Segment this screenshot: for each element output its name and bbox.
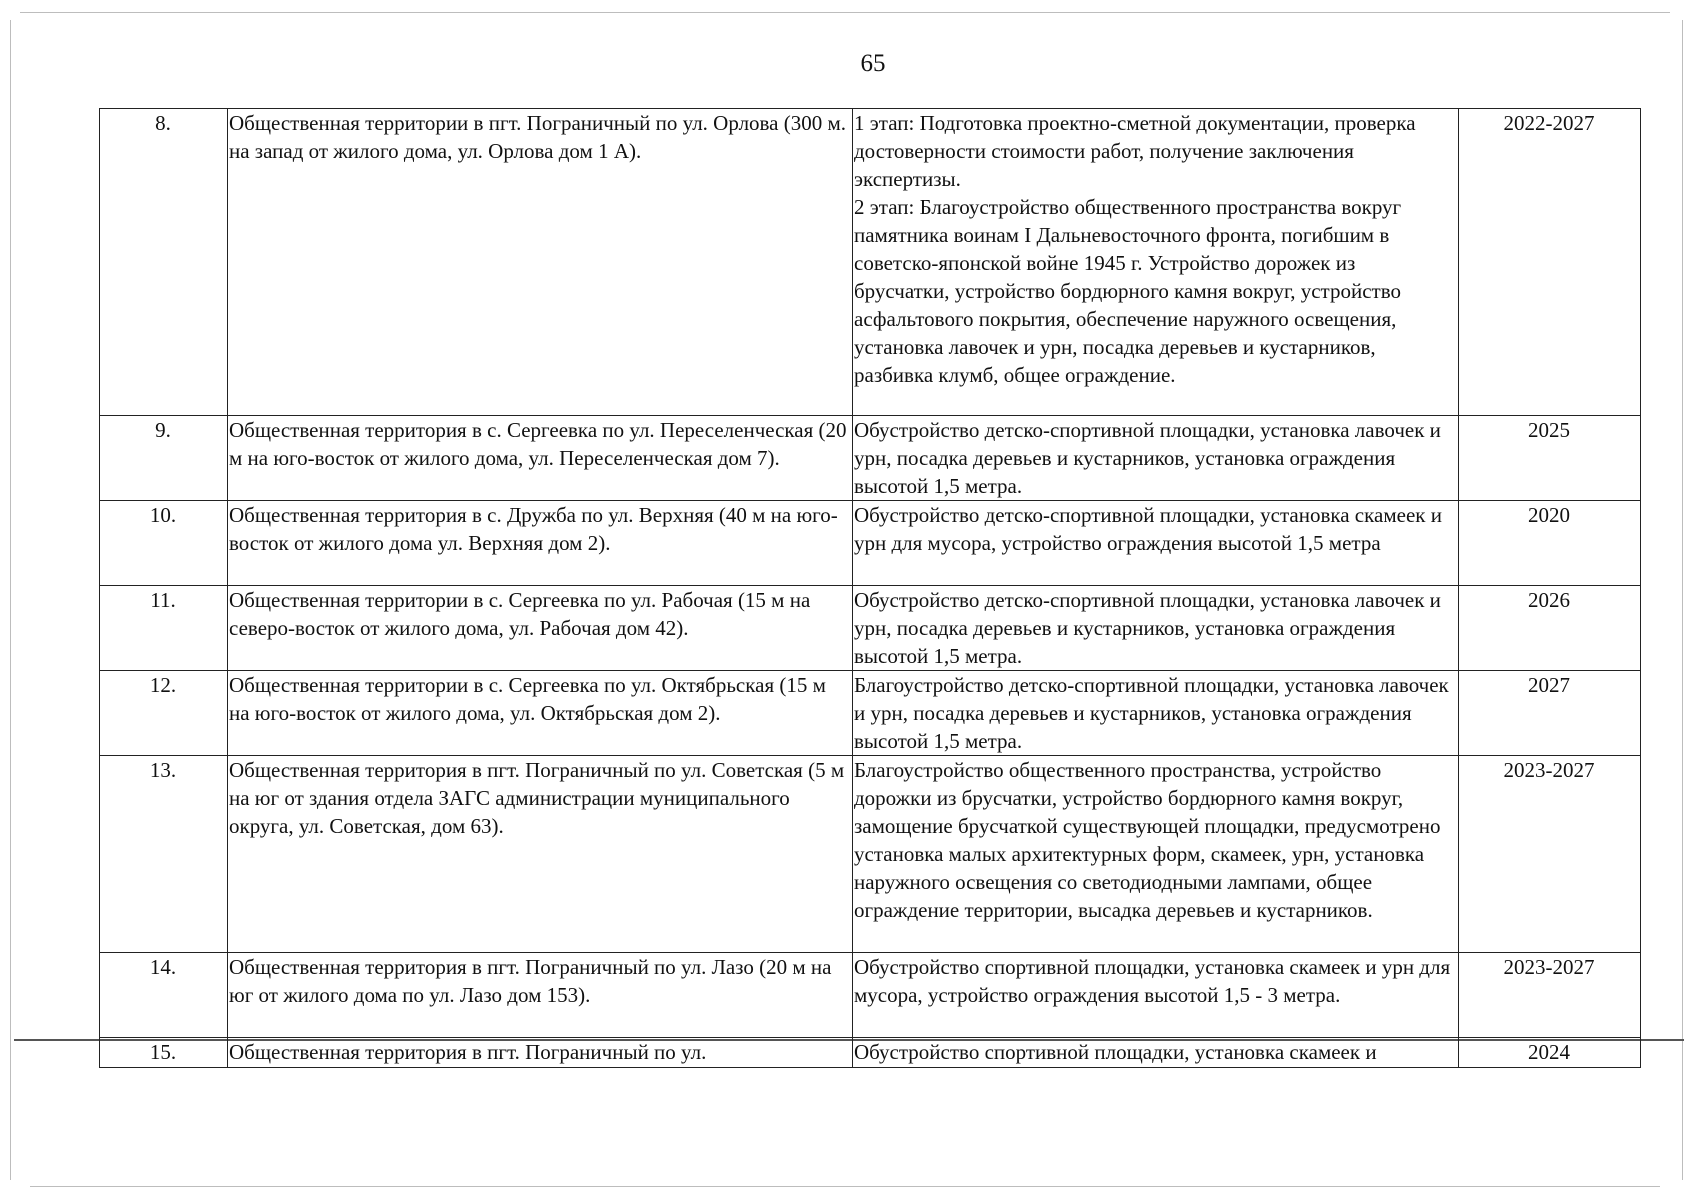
territory-cell: Общественная территория в пгт. Пограничный по ул. Лазо (20 м на юг от жилого дома по ул. Лазо дом 153). — [228, 953, 853, 1038]
years-cell: 2022-2027 — [1459, 109, 1641, 416]
territory-cell: Общественная территория в с. Дружба по ул. Верхняя (40 м на юго-восток от жилого дома ул. Верхняя дом 2). — [228, 501, 853, 586]
years-cell: 2024 — [1459, 1038, 1641, 1068]
works-cell: Благоустройство общественного пространства, устройство дорожки из брусчатки, устройство бордюрного камня вокруг, замощение брусчаткой существующей площадки, предусмотрено установка малых архитектурных форм, скамеек, урн, установка наружного освещения со светодиодными лампами, общее ограждение территории, высадка деревьев и кустарников. — [853, 756, 1459, 953]
table-row — [100, 671, 1641, 756]
row-number: 15. — [100, 1038, 228, 1068]
row-number: 10. — [100, 501, 228, 586]
years-cell: 2027 — [1459, 671, 1641, 756]
years-cell: 2025 — [1459, 416, 1641, 501]
territory-cell: Общественная территория в пгт. Пограничный по ул. Советская (5 м на юг от здания отдела ЗАГС администрации муниципального округа, ул. Советская, дом 63). — [228, 756, 853, 953]
works-cell: Обустройство детско-спортивной площадки, установка скамеек и урн для мусора, устройство ограждения высотой 1,5 метра — [853, 501, 1459, 586]
scan-edge-bottom — [30, 1186, 1660, 1187]
row-number: 11. — [100, 586, 228, 671]
row-number: 9. — [100, 416, 228, 501]
table-row — [100, 416, 1641, 501]
table-row — [100, 953, 1641, 1038]
territory-cell: Общественная территория в пгт. Пограничный по ул. — [228, 1038, 853, 1068]
years-cell: 2023-2027 — [1459, 756, 1641, 953]
years-cell: 2023-2027 — [1459, 953, 1641, 1038]
table-row — [100, 756, 1641, 953]
table-row — [100, 109, 1641, 416]
works-cell: Обустройство детско-спортивной площадки, установка лавочек и урн, посадка деревьев и кустарников, установка ограждения высотой 1,5 метра. — [853, 416, 1459, 501]
territory-cell: Общественная территория в с. Сергеевка по ул. Переселенческая (20 м на юго-восток от жилого дома, ул. Переселенческая дом 7). — [228, 416, 853, 501]
works-stage-1: 1 этап: Подготовка проектно-сметной документации, проверка достоверности стоимости работ, получение заключения экспертизы. — [854, 111, 1416, 191]
row-number: 14. — [100, 953, 228, 1038]
table-row — [100, 586, 1641, 671]
territory-cell: Общественная территории в пгт. Пограничный по ул. Орлова (300 м. на запад от жилого дома, ул. Орлова дом 1 А). — [228, 109, 853, 416]
row-number: 13. — [100, 756, 228, 953]
scan-edge-left — [10, 20, 11, 1180]
territory-table — [99, 108, 1641, 1068]
scan-edge-right — [1682, 20, 1683, 1180]
territory-cell: Общественная территории в с. Сергеевка по ул. Рабочая (15 м на северо-восток от жилого дома, ул. Рабочая дом 42). — [228, 586, 853, 671]
works-cell: Обустройство спортивной площадки, установка скамеек и урн для мусора, устройство ограждения высотой 1,5 - 3 метра. — [853, 953, 1459, 1038]
works-cell — [853, 109, 1459, 416]
works-stage-2: 2 этап: Благоустройство общественного пространства вокруг памятника воинам I Дальневосточного фронта, погибшим в советско-японской войне 1945 г. Устройство дорожек из брусчатки, устройство бордюрного камня вокруг, устройство асфальтового покрытия, обеспечение наружного освещения, установка лавочек и урн, посадка деревьев и кустарников, разбивка клумб, общее ограждение. — [854, 195, 1402, 387]
works-cell: Обустройство детско-спортивной площадки, установка лавочек и урн, посадка деревьев и кустарников, установка ограждения высотой 1,5 метра. — [853, 586, 1459, 671]
page-number: 65 — [860, 50, 886, 77]
table-row — [100, 1038, 1641, 1068]
works-cell: Благоустройство детско-спортивной площадки, установка лавочек и урн, посадка деревьев и кустарников, установка ограждения высотой 1,5 метра. — [853, 671, 1459, 756]
row-number: 12. — [100, 671, 228, 756]
years-cell: 2026 — [1459, 586, 1641, 671]
territory-cell: Общественная территории в с. Сергеевка по ул. Октябрьская (15 м на юго-восток от жилого дома, ул. Октябрьская дом 2). — [228, 671, 853, 756]
row-number: 8. — [100, 109, 228, 416]
works-cell: Обустройство спортивной площадки, установка скамеек и — [853, 1038, 1459, 1068]
years-cell: 2020 — [1459, 501, 1641, 586]
scan-edge-top — [20, 12, 1670, 13]
table-row — [100, 501, 1641, 586]
